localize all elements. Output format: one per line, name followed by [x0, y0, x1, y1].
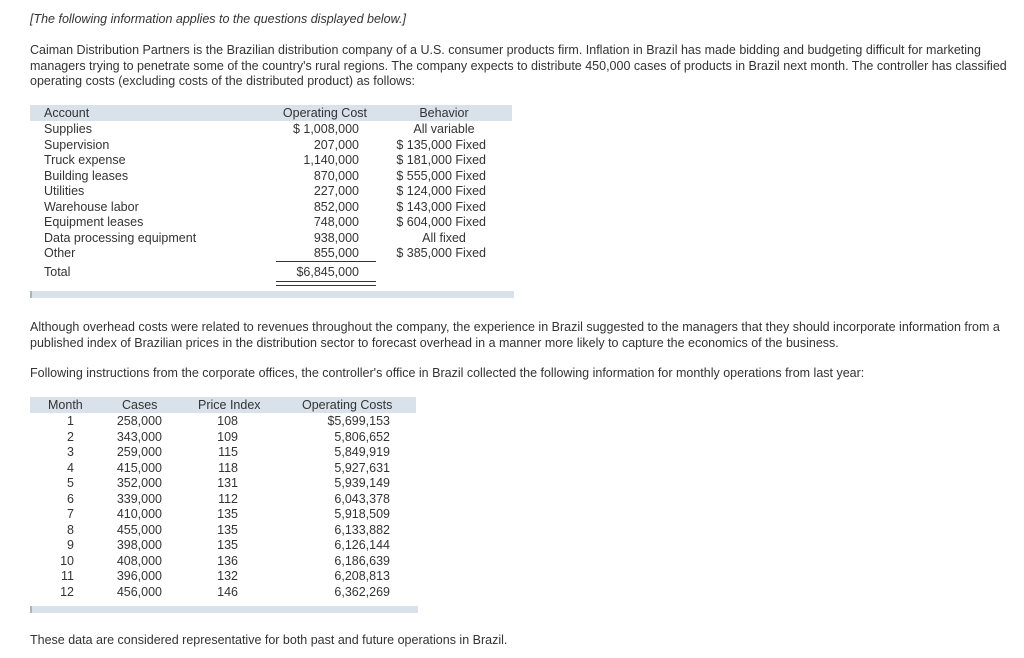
behavior-cell: $ 135,000 Fixed [396, 137, 486, 152]
table-footer-bar [30, 606, 418, 613]
cases-cell: 396,000 [116, 569, 162, 583]
table-row [30, 429, 416, 445]
table-row [30, 121, 512, 137]
account-cell: Building leases [44, 168, 129, 183]
table-row [30, 553, 416, 569]
total-cost: $6,845,000 [296, 264, 359, 279]
month-cell: 2 [67, 429, 74, 444]
cases-cell: 456,000 [116, 584, 162, 599]
table-row [30, 214, 512, 230]
price-index-cell: 118 [218, 460, 238, 475]
operating-costs-cell: 5,849,919 [334, 445, 390, 459]
cost-cell: 748,000 [313, 215, 359, 229]
month-cell: 10 [60, 553, 74, 568]
price-index-cell: 112 [218, 491, 238, 506]
table-row [30, 460, 416, 476]
behavior-cell: $ 143,000 Fixed [396, 199, 486, 214]
operating-costs-cell: 6,362,269 [334, 584, 390, 599]
cases-cell: 410,000 [116, 507, 162, 521]
problem-description: Caiman Distribution Partners is the Brazilian distribution company of a U.S. consumer products firm. Inflation in Brazil has made bidding and budgeting difficult for marketing managers trying to penetrate some of the country's rural regions. The company expects to distribute 450,000 cases of products in Brazil next month. The controller has classified operating costs (excluding costs of the distributed product) as follows: [30, 43, 1007, 88]
price-index-cell: 146 [217, 584, 238, 599]
table-row [30, 444, 416, 460]
behavior-cell: $ 555,000 Fixed [396, 168, 486, 183]
table-row [30, 584, 416, 600]
table-row [30, 491, 416, 507]
month-cell: 3 [67, 445, 74, 459]
account-cell: Data processing equipment [44, 230, 197, 245]
price-index-cell: 109 [217, 429, 238, 444]
operating-costs-cell: 5,927,631 [334, 460, 390, 475]
cases-cell: 408,000 [116, 553, 162, 568]
month-cell: 7 [67, 507, 74, 521]
table-row [30, 568, 416, 584]
table-row [30, 199, 512, 215]
header-operating-cost: Operating Cost [282, 106, 367, 120]
cost-cell: 870,000 [313, 168, 359, 183]
cost-cell: 1,140,000 [303, 153, 359, 167]
month-cell: 4 [67, 460, 74, 475]
cases-cell: 352,000 [116, 476, 162, 490]
table-row [30, 537, 416, 553]
month-cell: 8 [67, 522, 74, 537]
month-cell: 5 [67, 476, 74, 490]
price-index-cell: 132 [217, 569, 238, 583]
table-row [30, 137, 512, 153]
cost-cell: 207,000 [313, 137, 359, 152]
header-price-index: Price Index [198, 398, 261, 412]
behavior-cell: $ 124,000 Fixed [396, 184, 486, 198]
account-cell: Other [44, 246, 76, 260]
instructions-paragraph: Following instructions from the corporate offices, the controller's office in Brazil collected the following information for monthly operations from last year: [30, 366, 865, 380]
account-cell: Warehouse labor [44, 199, 139, 214]
price-index-cell: 131 [217, 476, 238, 490]
table-row [30, 506, 416, 522]
operating-costs-cell: 6,043,378 [334, 491, 390, 506]
header-month: Month [48, 398, 83, 412]
cases-cell: 415,000 [116, 460, 162, 475]
table-row [30, 230, 512, 246]
behavior-cell: $ 385,000 Fixed [396, 246, 486, 260]
cost-cell: 938,000 [313, 230, 359, 245]
cost-cell: 227,000 [313, 184, 359, 198]
operating-costs-cell: 6,126,144 [334, 538, 390, 552]
account-cell: Equipment leases [44, 215, 144, 229]
month-cell: 9 [67, 538, 74, 552]
price-index-cell: 135 [217, 538, 238, 552]
operating-costs-cell: 5,939,149 [334, 476, 390, 490]
table-footer-bar [30, 291, 514, 298]
table-row [30, 245, 512, 261]
total-label: Total [44, 264, 71, 279]
behavior-cell: $ 604,000 Fixed [396, 215, 486, 229]
price-index-cell: 115 [218, 445, 238, 459]
table-row [30, 475, 416, 491]
month-cell: 12 [60, 584, 74, 599]
table-row [30, 168, 512, 184]
table-row [30, 183, 512, 199]
price-index-cell: 108 [217, 414, 238, 428]
cases-cell: 455,000 [116, 522, 162, 537]
cases-cell: 398,000 [116, 538, 162, 552]
operating-costs-cell: 6,133,882 [334, 522, 390, 537]
cost-cell: 852,000 [313, 199, 359, 214]
table-header [30, 105, 512, 121]
cost-cell: 855,000 [313, 246, 359, 260]
account-cell: Supervision [44, 137, 110, 152]
header-operating-costs: Operating Costs [302, 398, 393, 412]
header-account: Account [44, 106, 90, 120]
table-header [30, 397, 416, 413]
cases-cell: 259,000 [116, 445, 162, 459]
operating-costs-cell: 6,208,813 [334, 569, 390, 583]
month-cell: 1 [67, 414, 74, 428]
operating-cost-table [30, 105, 512, 282]
cases-cell: 343,000 [116, 429, 162, 444]
total-row [30, 264, 512, 282]
header-behavior: Behavior [419, 106, 469, 120]
closing-note: These data are considered representative for both past and future operations in Brazil. [30, 633, 508, 647]
account-cell: Supplies [44, 122, 92, 136]
price-index-cell: 136 [217, 553, 238, 568]
behavior-cell: $ 181,000 Fixed [396, 153, 486, 167]
operating-costs-cell: 5,806,652 [334, 429, 390, 444]
price-index-cell: 135 [217, 522, 238, 537]
table-row [30, 152, 512, 168]
behavior-cell: All variable [413, 122, 475, 136]
month-cell: 11 [61, 569, 74, 583]
cases-cell: 258,000 [116, 414, 162, 428]
account-cell: Utilities [44, 184, 85, 198]
operating-costs-cell: $5,699,153 [327, 414, 390, 428]
intro-note: [The following information applies to the questions displayed below.] [30, 12, 406, 26]
month-cell: 6 [67, 491, 74, 506]
table-row [30, 522, 416, 538]
subtotal-underline [276, 261, 376, 262]
overhead-paragraph: Although overhead costs were related to revenues throughout the company, the experience in Brazil suggested to the managers that they should incorporate information from a published index of Brazilian prices in the distribution sector to forecast overhead in a manner more likely to capture the economics of the business. [30, 320, 1000, 350]
total-double-underline [276, 281, 376, 286]
price-index-cell: 135 [217, 507, 238, 521]
behavior-cell: All fixed [422, 230, 466, 245]
monthly-operations-table [30, 397, 416, 599]
cost-cell: $ 1,008,000 [292, 122, 359, 136]
operating-costs-cell: 6,186,639 [334, 553, 390, 568]
table-row [30, 413, 416, 429]
account-cell: Truck expense [44, 153, 126, 167]
cases-cell: 339,000 [116, 491, 162, 506]
header-cases: Cases [122, 398, 158, 412]
operating-costs-cell: 5,918,509 [334, 507, 390, 521]
